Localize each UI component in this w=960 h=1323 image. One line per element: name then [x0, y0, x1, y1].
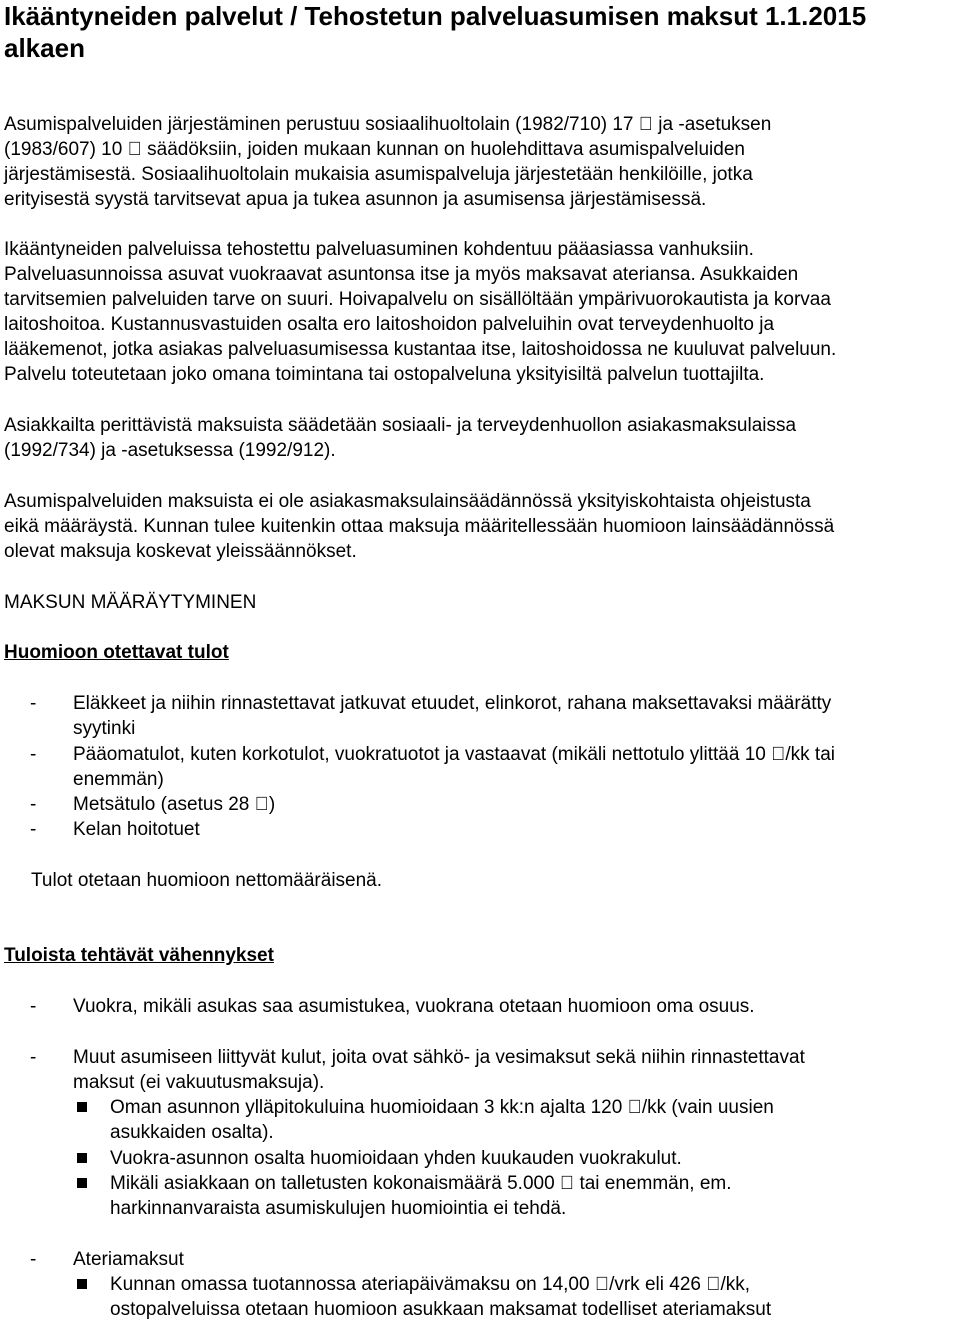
text-line: eikä määräystä. Kunnan tulee kuitenkin ottaa maksuja määritellessään huomioon lainsäädännössä: [4, 516, 835, 537]
text-line: ostopalveluissa otetaan huomioon asukkaan maksamat todelliset ateriamaksut: [110, 1299, 772, 1320]
text-line: asukkaiden osalta).: [110, 1122, 274, 1143]
text-line: syytinki: [73, 718, 136, 739]
intro-paragraph-4: [4, 489, 956, 564]
text-line: harkinnanvaraista asumiskulujen huomiointia ei tehdä.: [110, 1198, 567, 1219]
intro-paragraph-1: [4, 112, 956, 212]
intro-paragraph-3: [4, 413, 956, 463]
text-line: Mikäli asiakkaan on talletusten kokonaismäärä 5.000 tai enemmän, em.: [110, 1173, 712, 1194]
text-line: Pääomatulot, kuten korkotulot, vuokratuotot ja vastaavat (mikäli nettotulo ylittää 10 /kk tai: [73, 744, 821, 765]
income-note: Tulot otetaan huomioon nettomääräisenä.: [31, 870, 383, 891]
text-line: Asiakkailta perittävistä maksuista säädetään sosiaali- ja terveydenhuollon asiakasmaksulaissa: [4, 415, 797, 436]
text-line: Oman asunnon ylläpitokuluina huomioidaan 3 kk:n ajalta 120 /kk (vain uusien: [110, 1097, 760, 1118]
square-bullet-icon: [77, 1102, 87, 1112]
intro-paragraph-2: [4, 237, 956, 387]
text-line: Palveluasunnoissa asuvat vuokraavat asuntonsa itse ja myös maksavat ateriansa. Asukkaiden: [4, 264, 799, 285]
text-line: Asumispalveluiden järjestäminen perustuu sosiaalihuoltolain (1982/710) 17 ja -asetuksen: [4, 114, 752, 135]
text-line: Asumispalveluiden maksuista ei ole asiakasmaksulainsäädännössä yksityiskohtaista ohjeistusta: [4, 491, 811, 512]
square-bullet-icon: [77, 1279, 87, 1289]
deductions-heading: Tuloista tehtävät vähennykset: [4, 945, 274, 966]
dash-bullet: -: [30, 744, 37, 765]
text-line: Muut asumiseen liittyvät kulut, joita ovat sähkö- ja vesimaksut sekä niihin rinnastettavat: [73, 1047, 805, 1068]
text-line: Eläkkeet ja niihin rinnastettavat jatkuvat etuudet, elinkorot, rahana maksettavaksi määrätty: [73, 693, 832, 714]
dash-bullet: -: [30, 794, 37, 815]
document-title-line2: alkaen: [4, 33, 85, 63]
text-line: Ikääntyneiden palveluissa tehostettu palveluasuminen kohdentuu pääasiassa vanhuksiin.: [4, 239, 754, 260]
dash-bullet: -: [30, 996, 37, 1017]
income-heading: Huomioon otettavat tulot: [4, 642, 229, 663]
square-bullet-icon: [77, 1178, 87, 1188]
text-line: Metsätulo (asetus 28 ): [73, 794, 261, 815]
text-line: erityisestä syystä tarvitsevat apua ja tukea asunnon ja asumisensa järjestämisessä.: [4, 189, 707, 210]
text-line: maksut (ei vakuutusmaksuja).: [73, 1072, 325, 1093]
dash-bullet: -: [30, 693, 37, 714]
text-line: Palvelu toteutetaan joko omana toimintana tai ostopalveluna yksityisiltä palvelun tuottajilta.: [4, 364, 765, 385]
dash-bullet: -: [30, 1249, 37, 1270]
text-line: lääkemenot, jotka asiakas palveluasumisessa kustantaa itse, laitoshoidossa ne kuuluvat palveluun.: [4, 339, 837, 360]
text-line: Vuokra-asunnon osalta huomioidaan yhden kuukauden vuokrakulut.: [110, 1148, 682, 1169]
text-line: (1983/607) 10 säädöksiin, joiden mukaan kunnan on huolehdittava asumispalveluiden: [4, 139, 726, 160]
text-line: Kelan hoitotuet: [73, 819, 200, 840]
dash-bullet: -: [30, 819, 37, 840]
dash-bullet: -: [30, 1047, 37, 1068]
text-line: Ateriamaksut: [73, 1249, 184, 1270]
text-line: Kunnan omassa tuotannossa ateriapäivämaksu on 14,00 /vrk eli 426 /kk,: [110, 1274, 722, 1295]
text-line: järjestämisestä. Sosiaalihuoltolain mukaisia asumispalveluja järjestetään henkilöille, jotka: [4, 164, 753, 185]
square-bullet-icon: [77, 1153, 87, 1163]
text-line: (1992/734) ja -asetuksessa (1992/912).: [4, 440, 336, 461]
document-title-line1: Ikääntyneiden palvelut / Tehostetun palveluasumisen maksut 1.1.2015: [4, 1, 867, 31]
section-heading: MAKSUN MÄÄRÄYTYMINEN: [4, 592, 257, 613]
text-line: Vuokra, mikäli asukas saa asumistukea, vuokrana otetaan huomioon oma osuus.: [73, 996, 755, 1017]
text-line: tarvitsemien palveluiden tarve on suuri. Hoivapalvelu on sisällöltään ympärivuorokautista ja korvaa: [4, 289, 831, 310]
text-line: enemmän): [73, 769, 164, 790]
text-line: olevat maksuja koskevat yleissäännökset.: [4, 541, 357, 562]
text-line: laitoshoitoa. Kustannusvastuiden osalta ero laitoshoidon palveluihin ovat terveydenhuolto ja: [4, 314, 775, 335]
